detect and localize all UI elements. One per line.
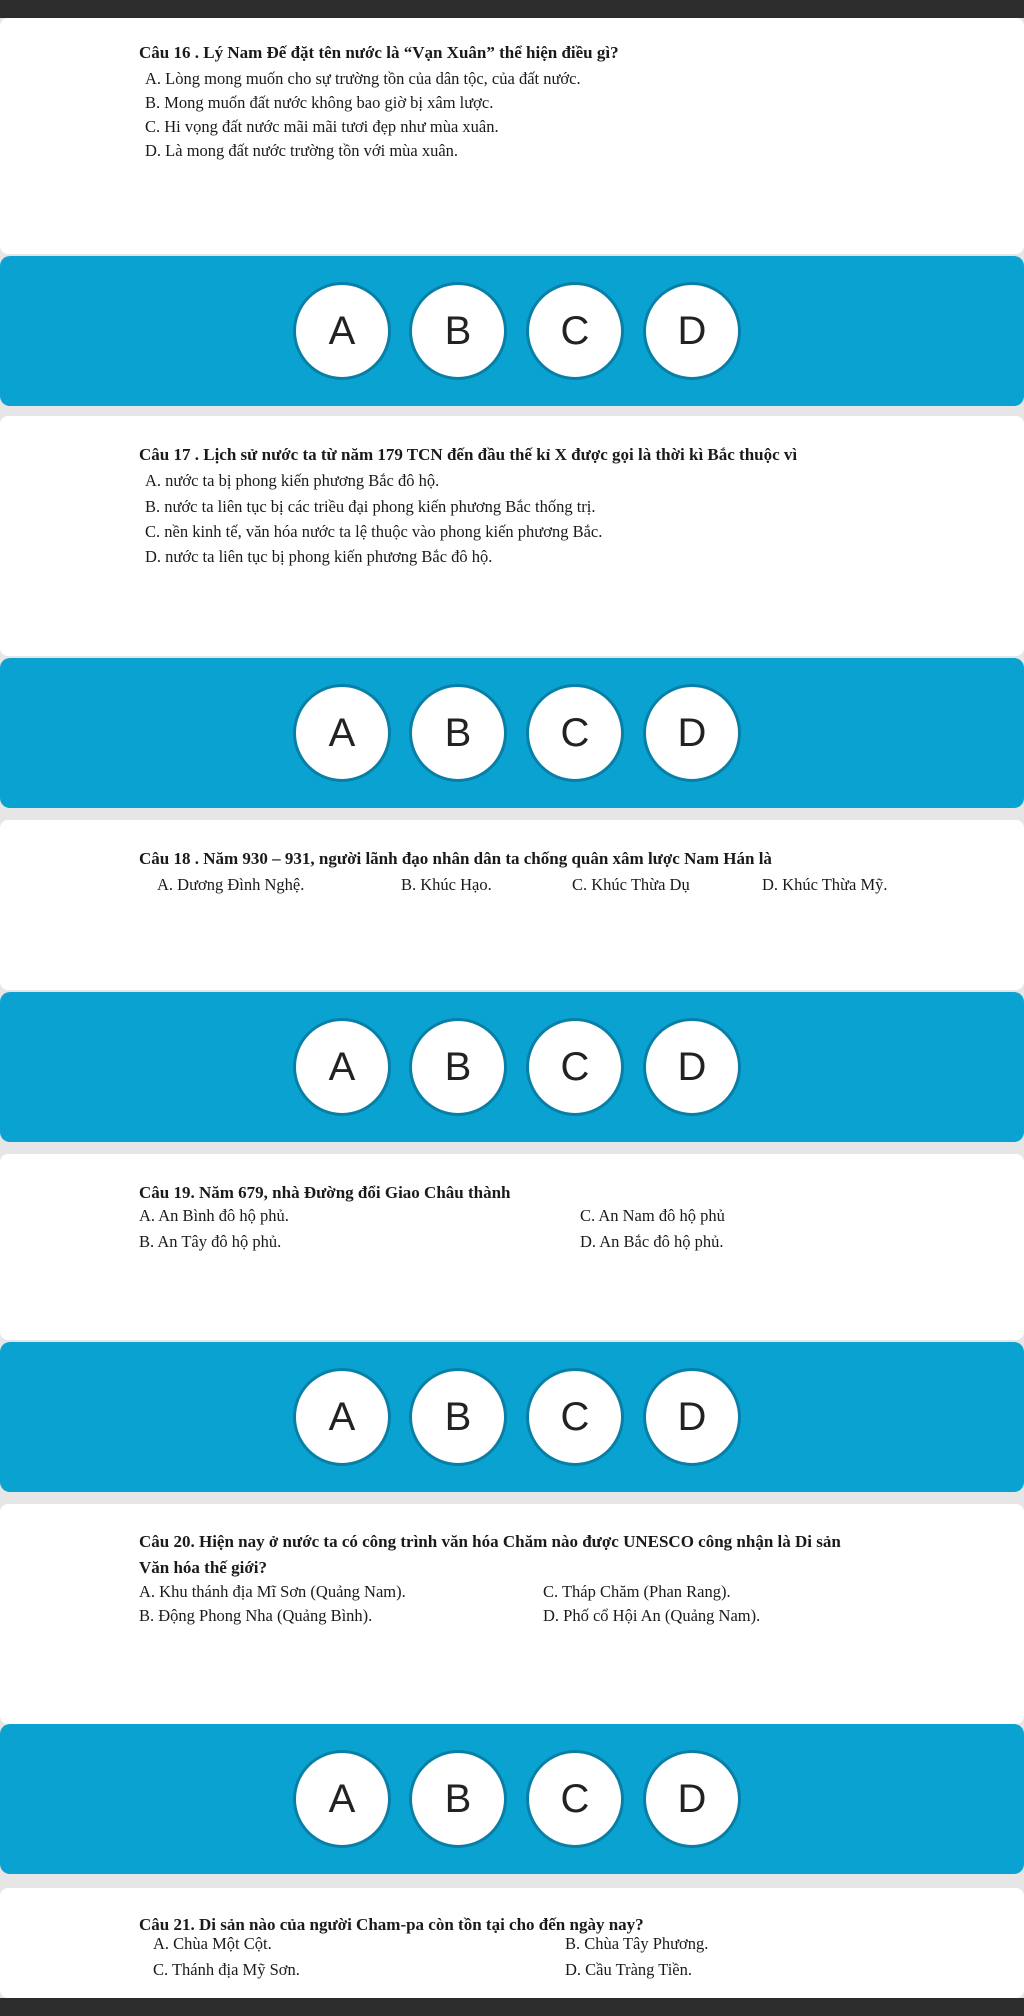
option-a: A. nước ta bị phong kiến phương Bắc đô hộ. <box>145 471 440 490</box>
question-card-18 <box>0 820 1024 990</box>
answer-d-button[interactable]: D <box>643 1368 741 1466</box>
answer-band-19 <box>0 1342 1024 1492</box>
option-b: B. An Tây đô hộ phủ. <box>139 1232 282 1251</box>
answer-d-button[interactable]: D <box>643 1750 741 1848</box>
option-c: C. nền kinh tế, văn hóa nước ta lệ thuộc vào phong kiến phương Bắc. <box>145 522 603 541</box>
top-bar <box>0 0 1024 18</box>
answer-b-button[interactable]: B <box>409 1750 507 1848</box>
question-card-19 <box>0 1154 1024 1340</box>
answer-a-button[interactable]: A <box>293 1750 391 1848</box>
answer-d-button[interactable]: D <box>643 282 741 380</box>
question-title: Câu 20. Hiện nay ở nước ta có công trình văn hóa Chăm nào được UNESCO công nhận là Di sản <box>139 1532 841 1551</box>
option-c: C. Tháp Chăm (Phan Rang). <box>543 1582 731 1601</box>
answer-c-button[interactable]: C <box>526 1018 624 1116</box>
question-title: Câu 21. Di sản nào của người Cham-pa còn tồn tại cho đến ngày nay? <box>139 1915 644 1934</box>
answer-a-button[interactable]: A <box>293 282 391 380</box>
question-card-16 <box>0 18 1024 254</box>
question-title: Câu 17 . Lịch sử nước ta từ năm 179 TCN đến đầu thế kỉ X được gọi là thời kì Bắc thuộc vì <box>139 445 798 464</box>
option-b: B. Chùa Tây Phương. <box>565 1934 709 1953</box>
option-b: B. nước ta liên tục bị các triều đại phong kiến phương Bắc thống trị. <box>145 497 596 516</box>
bottom-bar <box>0 1998 1024 2016</box>
question-title-line2: Văn hóa thế giới? <box>139 1558 267 1577</box>
answer-a-button[interactable]: A <box>293 684 391 782</box>
option-a: A. Chùa Một Cột. <box>153 1934 272 1953</box>
option-a: A. Lòng mong muốn cho sự trường tồn của dân tộc, của đất nước. <box>145 69 581 88</box>
answer-band-18 <box>0 992 1024 1142</box>
answer-b-button[interactable]: B <box>409 1018 507 1116</box>
option-b: B. Mong muốn đất nước không bao giờ bị xâm lược. <box>145 93 494 112</box>
option-c: C. Thánh địa Mỹ Sơn. <box>153 1960 300 1979</box>
answer-b-button[interactable]: B <box>409 684 507 782</box>
answer-d-button[interactable]: D <box>643 684 741 782</box>
option-d: D. Khúc Thừa Mỹ. <box>762 875 888 894</box>
option-d: D. An Bắc đô hộ phủ. <box>580 1232 724 1251</box>
option-b: B. Động Phong Nha (Quảng Bình). <box>139 1606 373 1625</box>
question-title: Câu 16 . Lý Nam Đế đặt tên nước là “Vạn Xuân” thể hiện điều gì? <box>139 43 619 62</box>
answer-c-button[interactable]: C <box>526 1750 624 1848</box>
option-c: C. Khúc Thừa Dụ <box>572 875 690 894</box>
option-d: D. Cầu Tràng Tiền. <box>565 1960 692 1979</box>
answer-band-16 <box>0 256 1024 406</box>
question-card-17 <box>0 416 1024 656</box>
option-d: D. Phố cổ Hội An (Quảng Nam). <box>543 1606 761 1625</box>
question-card-21 <box>0 1888 1024 1998</box>
option-a: A. Khu thánh địa Mĩ Sơn (Quảng Nam). <box>139 1582 406 1601</box>
answer-a-button[interactable]: A <box>293 1018 391 1116</box>
answer-c-button[interactable]: C <box>526 684 624 782</box>
question-title: Câu 18 . Năm 930 – 931, người lãnh đạo nhân dân ta chống quân xâm lược Nam Hán là <box>139 849 772 868</box>
answer-band-20 <box>0 1724 1024 1874</box>
option-b: B. Khúc Hạo. <box>401 875 492 894</box>
option-c: C. Hi vọng đất nước mãi mãi tươi đẹp như mùa xuân. <box>145 117 499 136</box>
answer-c-button[interactable]: C <box>526 282 624 380</box>
option-a: A. Dương Đình Nghệ. <box>157 875 305 894</box>
answer-b-button[interactable]: B <box>409 282 507 380</box>
answer-d-button[interactable]: D <box>643 1018 741 1116</box>
option-d: D. nước ta liên tục bị phong kiến phương Bắc đô hộ. <box>145 547 493 566</box>
answer-c-button[interactable]: C <box>526 1368 624 1466</box>
option-d: D. Là mong đất nước trường tồn với mùa xuân. <box>145 141 459 160</box>
answer-band-17 <box>0 658 1024 808</box>
option-c: C. An Nam đô hộ phủ <box>580 1206 725 1225</box>
option-a: A. An Bình đô hộ phủ. <box>139 1206 289 1225</box>
answer-a-button[interactable]: A <box>293 1368 391 1466</box>
question-card-20 <box>0 1504 1024 1724</box>
question-title: Câu 19. Năm 679, nhà Đường đổi Giao Châu thành <box>139 1183 511 1202</box>
answer-b-button[interactable]: B <box>409 1368 507 1466</box>
